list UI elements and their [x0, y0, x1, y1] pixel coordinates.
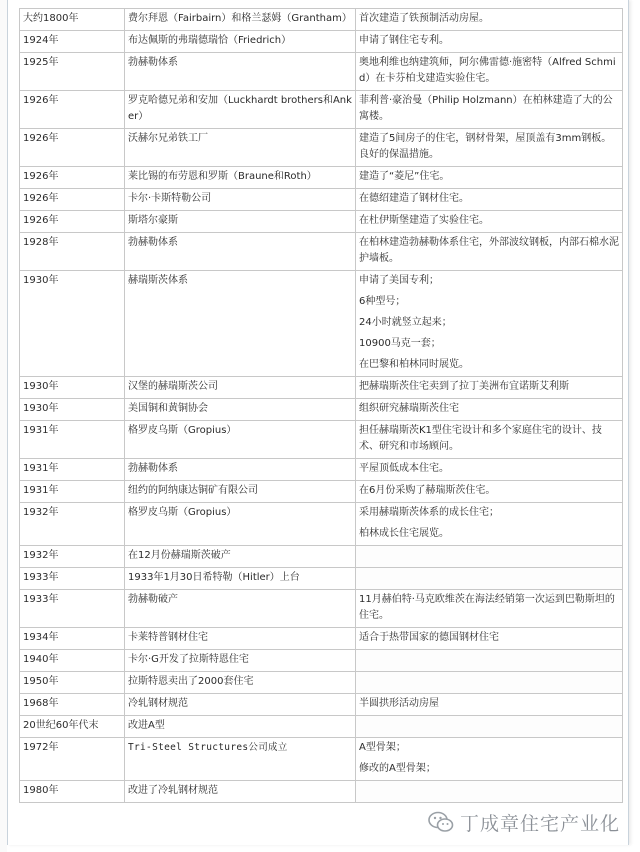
- party-cell: 格罗皮乌斯（Gropius）: [125, 503, 356, 546]
- event-cell: [356, 716, 623, 738]
- event-cell: [356, 503, 623, 546]
- event-line: 适合于热带国家的德国钢材住宅: [359, 632, 499, 643]
- year-cell: 1926年: [20, 189, 125, 211]
- event-line: 申请了钢住宅专利。: [359, 35, 449, 46]
- table-row: [20, 211, 623, 233]
- event-line: 平屋顶低成本住宅。: [359, 463, 449, 474]
- year-cell: 1931年: [20, 459, 125, 481]
- table-row: [20, 9, 623, 31]
- table-row: [20, 377, 623, 399]
- year-cell: 1930年: [20, 271, 125, 377]
- event-line: 建造了5间房子的住宅，钢材骨架，屋顶盖有3mm钢板。良好的保温措施。: [359, 133, 612, 160]
- event-cell: [356, 129, 623, 167]
- event-line: 建造了“菱尼”住宅。: [359, 171, 450, 182]
- event-cell: [356, 481, 623, 503]
- year-cell: 1980年: [20, 781, 125, 803]
- event-line: 组织研究赫瑞斯茨住宅: [359, 403, 459, 414]
- party-cell: Tri-Steel Structures公司成立: [125, 738, 356, 781]
- table-row: [20, 189, 623, 211]
- year-cell: 1930年: [20, 377, 125, 399]
- table-row: [20, 738, 623, 781]
- party-cell: 勃赫勒体系: [125, 459, 356, 481]
- party-cell: 汉堡的赫瑞斯茨公司: [125, 377, 356, 399]
- event-cell: [356, 590, 623, 628]
- party-cell: 改进了冷轧钢材规范: [125, 781, 356, 803]
- event-line: 10900马克一套；: [359, 338, 441, 349]
- event-line: 在6月份采购了赫瑞斯茨住宅。: [359, 485, 496, 496]
- event-line: 菲利普·豪治曼（Philip Holzmann）在柏林建造了大的公寓楼。: [359, 95, 613, 122]
- event-line: 采用赫瑞斯茨体系的成长住宅；: [359, 507, 499, 518]
- year-cell: 1933年: [20, 590, 125, 628]
- table-row: [20, 233, 623, 271]
- history-table-body: [20, 9, 623, 803]
- table-row: [20, 546, 623, 568]
- table-row: [20, 568, 623, 590]
- event-cell: [356, 568, 623, 590]
- table-row: [20, 628, 623, 650]
- event-line: 担任赫瑞斯茨K1型住宅设计和多个家庭住宅的设计、技术、研究和市场顾问。: [359, 425, 602, 452]
- year-cell: 1950年: [20, 672, 125, 694]
- party-cell: 勃赫勒破产: [125, 590, 356, 628]
- watermark-text: 丁成章住宅产业化: [460, 812, 621, 835]
- event-cell: [356, 399, 623, 421]
- party-cell: 沃赫尔兄弟铁工厂: [125, 129, 356, 167]
- year-cell: 1926年: [20, 167, 125, 189]
- party-cell: 卡尔·卡斯特勒公司: [125, 189, 356, 211]
- table-row: [20, 129, 623, 167]
- table-row: [20, 91, 623, 129]
- table-row: [20, 421, 623, 459]
- year-cell: 1930年: [20, 399, 125, 421]
- year-cell: 1931年: [20, 421, 125, 459]
- year-cell: 1932年: [20, 546, 125, 568]
- event-cell: [356, 189, 623, 211]
- table-row: [20, 53, 623, 91]
- party-cell: 斯塔尔豪斯: [125, 211, 356, 233]
- year-cell: 1972年: [20, 738, 125, 781]
- table-row: [20, 481, 623, 503]
- event-line: 申请了美国专利；: [359, 275, 439, 286]
- page-left-edge: [0, 0, 7, 852]
- event-line: 半圆拱形活动房屋: [359, 698, 439, 709]
- party-cell: 勃赫勒体系: [125, 233, 356, 271]
- party-cell: 费尔拜恩（Fairbairn）和格兰瑟姆（Grantham）: [125, 9, 356, 31]
- event-line: 24小时就竖立起来；: [359, 317, 452, 328]
- event-cell: [356, 9, 623, 31]
- event-line: A型骨架；: [359, 742, 406, 753]
- party-cell: 卡尔·G开发了拉斯特恩住宅: [125, 650, 356, 672]
- event-cell: [356, 672, 623, 694]
- party-cell: 赫瑞斯茨体系: [125, 271, 356, 377]
- history-table: [19, 8, 623, 803]
- year-cell: 1926年: [20, 129, 125, 167]
- event-line: 在杜伊斯堡建造了实验住宅。: [359, 215, 489, 226]
- party-cell: 1933年1月30日希特勒（Hitler）上台: [125, 568, 356, 590]
- year-cell: 1926年: [20, 211, 125, 233]
- table-row: [20, 503, 623, 546]
- event-line: 在德绍建造了钢材住宅。: [359, 193, 469, 204]
- table-row: [20, 590, 623, 628]
- table-row: [20, 459, 623, 481]
- year-cell: 1926年: [20, 91, 125, 129]
- year-cell: 1924年: [20, 31, 125, 53]
- event-cell: [356, 271, 623, 377]
- table-row: [20, 650, 623, 672]
- event-cell: [356, 650, 623, 672]
- event-line: 修改的A型骨架；: [359, 763, 436, 774]
- event-cell: [356, 53, 623, 91]
- party-cell: 勃赫勒体系: [125, 53, 356, 91]
- party-cell: 纽约的阿纳康达铜矿有限公司: [125, 481, 356, 503]
- year-cell: 1968年: [20, 694, 125, 716]
- event-cell: [356, 31, 623, 53]
- event-cell: [356, 91, 623, 129]
- year-cell: 1940年: [20, 650, 125, 672]
- event-cell: [356, 167, 623, 189]
- event-line: 11月赫伯特·马克欧维茨在海法经销第一次运到巴勒斯坦的住宅。: [359, 594, 615, 621]
- party-cell: 拉斯特恩卖出了2000套住宅: [125, 672, 356, 694]
- event-line: 在巴黎和柏林同时展览。: [359, 359, 469, 370]
- table-row: [20, 271, 623, 377]
- party-cell: 美国铜和黄铜协会: [125, 399, 356, 421]
- party-cell: 布达佩斯的弗瑞德瑞恰（Friedrich）: [125, 31, 356, 53]
- event-line: 奥地利维也纳建筑师，阿尔佛雷德·施密特（Alfred Schmid）在卡芬柏戈建造实验住宅。: [359, 57, 616, 84]
- table-row: [20, 31, 623, 53]
- event-cell: [356, 377, 623, 399]
- event-cell: [356, 459, 623, 481]
- event-cell: [356, 546, 623, 568]
- event-line: 6种型号；: [359, 296, 406, 307]
- event-cell: [356, 211, 623, 233]
- party-cell: 改进A型: [125, 716, 356, 738]
- event-cell: [356, 233, 623, 271]
- party-cell: 在12月份赫瑞斯茨破产: [125, 546, 356, 568]
- party-cell: 卡莱特普钢材住宅: [125, 628, 356, 650]
- event-cell: [356, 421, 623, 459]
- table-row: [20, 694, 623, 716]
- event-cell: [356, 628, 623, 650]
- event-cell: [356, 694, 623, 716]
- event-line: 在柏林建造勃赫勒体系住宅，外部波纹钢板，内部石棉水泥护墙板。: [359, 237, 619, 264]
- year-cell: 大约1800年: [20, 9, 125, 31]
- table-row: [20, 672, 623, 694]
- year-cell: 1931年: [20, 481, 125, 503]
- party-cell: 罗克哈德兄弟和安加（Luckhardt brothers和Anker）: [125, 91, 356, 129]
- table-row: [20, 781, 623, 803]
- party-cell: 格罗皮乌斯（Gropius）: [125, 421, 356, 459]
- event-cell: [356, 781, 623, 803]
- party-cell: 冷轧钢材规范: [125, 694, 356, 716]
- year-cell: 20世纪60年代末: [20, 716, 125, 738]
- table-row: [20, 167, 623, 189]
- event-cell: [356, 738, 623, 781]
- year-cell: 1928年: [20, 233, 125, 271]
- year-cell: 1934年: [20, 628, 125, 650]
- event-line: 柏林成长住宅展览。: [359, 528, 449, 539]
- event-line: 首次建造了铁预制活动房屋。: [359, 13, 489, 24]
- wechat-icon: [428, 811, 454, 833]
- event-line: 把赫瑞斯茨住宅卖到了拉丁美洲布宜诺斯艾利斯: [359, 381, 569, 392]
- table-row: [20, 399, 623, 421]
- table-row: [20, 716, 623, 738]
- party-cell: 莱比锡的布劳恩和罗斯（Braune和Roth）: [125, 167, 356, 189]
- year-cell: 1933年: [20, 568, 125, 590]
- year-cell: 1932年: [20, 503, 125, 546]
- watermark: [428, 805, 620, 839]
- year-cell: 1925年: [20, 53, 125, 91]
